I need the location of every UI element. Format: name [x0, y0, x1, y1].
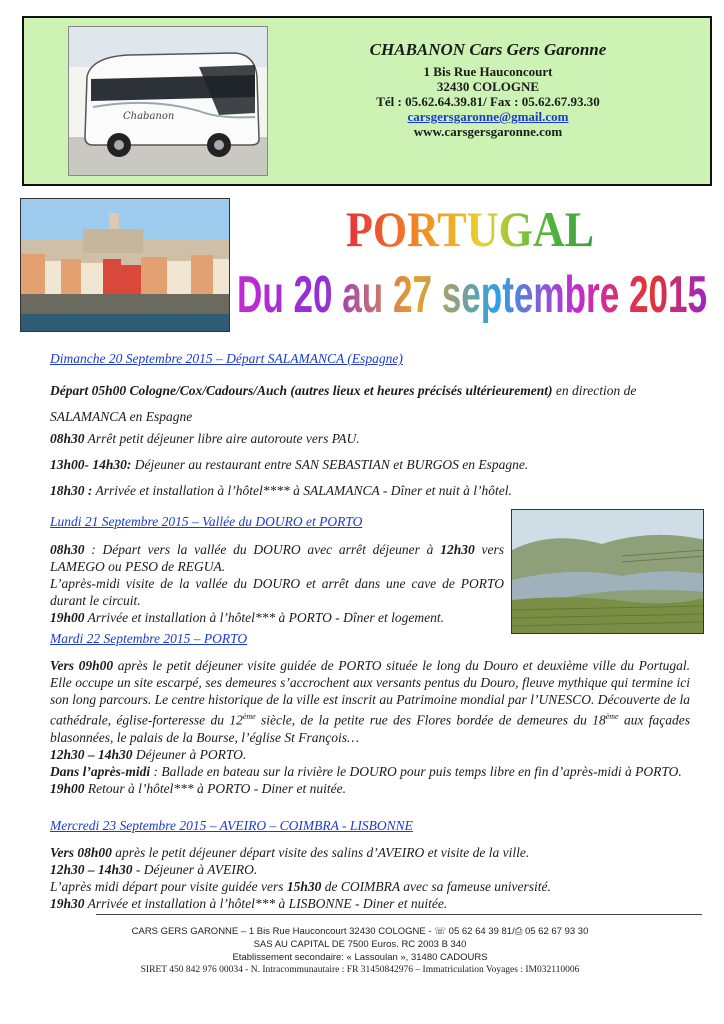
- day3-time-1900: 19h00: [50, 780, 85, 796]
- day2-line-departure: [50, 541, 504, 575]
- footer: [40, 925, 680, 977]
- company-header: [22, 16, 712, 186]
- footer-line-contact: [40, 925, 680, 938]
- company-email-link[interactable]: carsgersgaronne@gmail.com: [407, 109, 569, 124]
- day3-afternoon-text: : Ballade en bateau sur la rivière le DOURO pour puis temps libre en fin d’après-midi à PORTO.: [150, 763, 682, 779]
- day2-arrival-text: Arrivée et installation à l’hôtel*** à PORTO - Dîner et logement.: [84, 610, 444, 625]
- day4-lunch-text: - Déjeuner à AVEIRO.: [132, 862, 258, 877]
- day-heading-wednesday: Mercredi 23 Septembre 2015 – AVEIRO – COIMBRA - LISBONNE: [50, 818, 413, 833]
- day4-arrival-text: Arrivée et installation à l’hôtel*** à LISBONNE - Diner et nuitée.: [84, 896, 448, 911]
- footer-line-siret: SIRET 450 842 976 00034 - N. Intracommunautaire : FR 31450842976 – Immatriculation Voyages : IM032110006: [140, 965, 580, 975]
- day3-body: [50, 657, 690, 797]
- day4-time-1530: 15h30: [286, 879, 322, 894]
- day1-departure-paragraph: [50, 378, 690, 430]
- footer-divider: [96, 914, 702, 915]
- bus-photo: [68, 26, 268, 176]
- day4-body: [50, 844, 690, 912]
- day3-sup-2: ème: [605, 712, 619, 721]
- footer-contact-text-a: CARS GERS GARONNE – 1 Bis Rue Hauconcourt 32430 COLOGNE -: [131, 926, 435, 937]
- day4-line-aveiro: [50, 844, 690, 861]
- day-heading-tuesday: Mardi 22 Septembre 2015 – PORTO: [50, 631, 248, 646]
- day2-line-afternoon: L’après-midi visite de la vallée du DOURO et arrêt dans une cave de PORTO durant le circuit.: [50, 576, 504, 608]
- company-city: 32430 COLOGNE: [436, 79, 540, 94]
- day3-time-afternoon: Dans l’après-midi: [50, 763, 151, 779]
- company-phone-fax: Tél : 05.62.64.39.81/ Fax : 05.62.67.93.30: [376, 94, 600, 109]
- day1-time-1830: 18h30 :: [50, 483, 93, 498]
- trip-dates-text: Du 20 au 27 septembre 2015: [237, 266, 707, 324]
- day2-time-1900: 19h00: [50, 610, 85, 625]
- day3-visit-text-b: siècle, de la petite rue des Flores bordée de demeures du 18: [255, 712, 606, 728]
- phone-icon: ☏: [434, 926, 447, 937]
- day4-time-0800: Vers 08h00: [50, 845, 112, 860]
- trip-dates-title: [232, 260, 712, 324]
- day3-line-lunch: [50, 746, 690, 763]
- destination-title-text: PORTUGAL: [346, 201, 594, 257]
- fax-icon: ⎙: [514, 926, 523, 937]
- day4-line-coimbra: [50, 878, 690, 895]
- company-name: CHABANON Cars Gers Garonne: [369, 40, 607, 59]
- day1-line-lunch: [50, 456, 528, 473]
- day2-departure-text-b: vers LAMEGO ou PESO de REGUA.: [50, 542, 504, 574]
- day3-sup-1: ème: [242, 712, 256, 721]
- footer-line-capital: SAS AU CAPITAL DE 7500 Euros. RC 2003 B 340: [253, 939, 467, 950]
- day2-line-arrival: [50, 609, 504, 626]
- bus-lettering: Chabanon: [123, 111, 175, 122]
- day4-coimbra-text-a: L’après midi départ pour visite guidée vers: [50, 879, 287, 894]
- company-info: [272, 40, 704, 139]
- footer-contact-fax: 05 62 67 93 30: [522, 926, 589, 937]
- day1-time-0830: 08h30: [50, 431, 85, 446]
- day1-time-lunch: 13h00- 14h30:: [50, 457, 132, 472]
- day4-aveiro-text: après le petit déjeuner départ visite des salins d’AVEIRO et visite de la ville.: [111, 845, 530, 860]
- day3-paragraph-visit: [50, 657, 690, 746]
- day1-lunch-text: Déjeuner au restaurant entre SAN SEBASTIAN et BURGOS en Espagne.: [131, 457, 529, 472]
- day4-line-lunch: [50, 861, 690, 878]
- day2-time-1230: 12h30: [440, 542, 475, 557]
- company-website: www.carsgersgaronne.com: [413, 124, 563, 139]
- destination-title: [340, 196, 600, 258]
- day3-visit-text-a: après le petit déjeuner visite guidée de PORTO située le long du Douro et deuxième ville du Portugal. Elle occupe un site escarpé, ses demeures s’accrochent aux versants pentus du Douro, fleuve mythique qui termine ici son long parcours. Le centre historique de la ville est inscrit au Patrimoine mondial par l’UNESCO. Découverte de la cathédrale, église-forteresse du 12: [50, 658, 691, 728]
- day4-time-lunch: 12h30 – 14h30: [50, 862, 133, 877]
- day3-line-return: [50, 780, 690, 797]
- porto-city-photo: [20, 198, 230, 332]
- day3-line-afternoon: [50, 763, 690, 780]
- day1-line-breakfast: [50, 430, 360, 447]
- day2-time-0830: 08h30: [50, 542, 85, 557]
- day3-visit-text-c: aux façades blasonnées, le palais de la Bourse, l’église St François…: [50, 712, 690, 745]
- day1-breakfast-text: Arrêt petit déjeuner libre aire autoroute vers PAU.: [84, 431, 360, 446]
- footer-line-secondary: Etablissement secondaire: « Lassoulan », 31480 CADOURS: [232, 952, 488, 963]
- day1-departure-bold: Départ 05h00 Cologne/Cox/Cadours/Auch (autres lieux et heures précisés ultérieurement): [50, 383, 553, 398]
- day-heading-sunday: Dimanche 20 Septembre 2015 – Départ SALAMANCA (Espagne): [50, 351, 403, 366]
- day2-body: [50, 541, 504, 626]
- day1-departure-rest: en direction de SALAMANCA en Espagne: [50, 383, 637, 424]
- day2-departure-text-a: : Départ vers la vallée du DOURO avec arrêt déjeuner à: [84, 542, 441, 557]
- day3-time-lunch: 12h30 – 14h30: [50, 746, 133, 762]
- day4-time-1930: 19h30: [50, 896, 85, 911]
- day4-coimbra-text-b: de COIMBRA avec sa fameuse université.: [321, 879, 551, 894]
- day3-return-text: Retour à l’hôtel*** à PORTO - Diner et nuitée.: [84, 780, 346, 796]
- douro-valley-photo: [511, 509, 704, 634]
- footer-contact-phone: 05 62 64 39 81/: [446, 926, 515, 937]
- day1-arrival-text: Arrivée et installation à l’hôtel**** à SALAMANCA - Dîner et nuit à l’hôtel.: [92, 483, 512, 498]
- day3-time-0900: Vers 09h00: [50, 658, 114, 673]
- day-heading-monday: Lundi 21 Septembre 2015 – Vallée du DOURO et PORTO: [50, 514, 363, 529]
- company-address: 1 Bis Rue Hauconcourt: [423, 64, 553, 79]
- day3-lunch-text: Déjeuner à PORTO.: [132, 746, 247, 762]
- day4-line-arrival: [50, 895, 690, 912]
- day1-line-arrival: [50, 482, 512, 499]
